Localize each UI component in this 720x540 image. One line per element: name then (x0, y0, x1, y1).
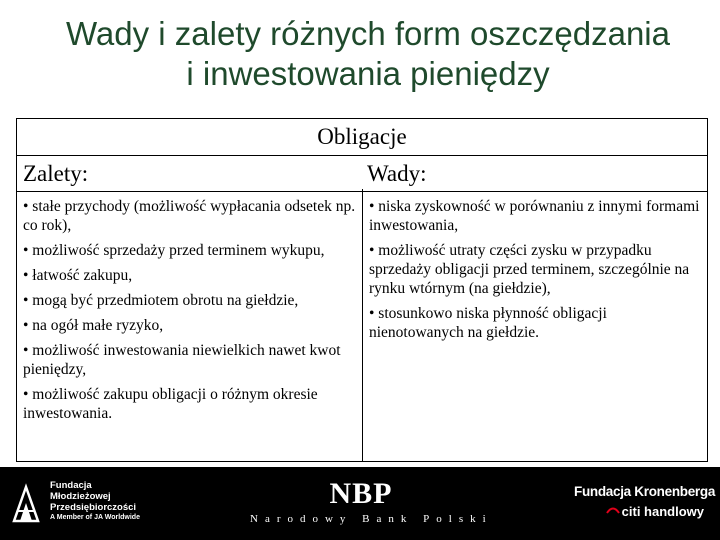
nbp-full-name: Narodowy Bank Polski (250, 513, 493, 525)
citi-arc-icon (606, 505, 620, 517)
list-item: • łatwość zakupu, (23, 267, 133, 284)
nbp-logo (250, 477, 493, 527)
list-item: • stosunkowo niska płynność obligacji nienotowanych na giełdzie. (369, 305, 607, 341)
fmp-line1: Fundacja (50, 480, 92, 491)
list-item: • stałe przychody (możliwość wypłacania odsetek np. co rok), (23, 198, 356, 234)
kronenberg-name: Fundacja Kronenberga (574, 484, 716, 499)
slide-title-line2: i inwestowania pieniędzy (186, 55, 550, 92)
fmp-line4: A Member of JA Worldwide (50, 514, 140, 521)
nbp-abbr: NBP (329, 477, 393, 510)
slide-title (0, 14, 720, 94)
fmp-line3: Przedsiębiorczości (50, 502, 137, 513)
list-item: • możliwość sprzedaży przed terminem wykupu, (23, 242, 325, 259)
slide-title-line1: Wady i zalety różnych form oszczędzania (65, 15, 670, 52)
cons-list (369, 197, 705, 348)
kronenberg-sub: citi handlowy (621, 504, 704, 519)
cons-header: Wady: (367, 161, 427, 186)
list-item: • możliwość zakupu obligacji o różnym okresie inwestowania. (23, 386, 318, 422)
fmp-logo (12, 479, 142, 529)
pros-list (23, 197, 359, 429)
footer-bar (0, 467, 720, 540)
list-item: • na ogół małe ryzyko, (23, 317, 164, 334)
kronenberg-logo (574, 483, 716, 523)
list-item: • możliwość inwestowania niewielkich nawet kwot pieniędzy, (23, 342, 341, 378)
pros-header: Zalety: (23, 161, 89, 186)
column-divider (362, 189, 363, 461)
list-item: • niska zyskowność w porównaniu z innymi formami inwestowania, (369, 198, 700, 234)
bonds-table (16, 118, 708, 462)
fmp-logo-icon (12, 483, 40, 523)
table-divider (17, 155, 707, 156)
fmp-line2: Młodzieżowej (50, 491, 111, 502)
table-caption: Obligacje (317, 124, 407, 149)
list-item: • mogą być przedmiotem obrotu na giełdzie, (23, 292, 299, 309)
list-item: • możliwość utraty części zysku w przypadku sprzedaży obligacji przed terminem, szczególnie na rynku wtórnym (na giełdzie), (369, 242, 690, 297)
